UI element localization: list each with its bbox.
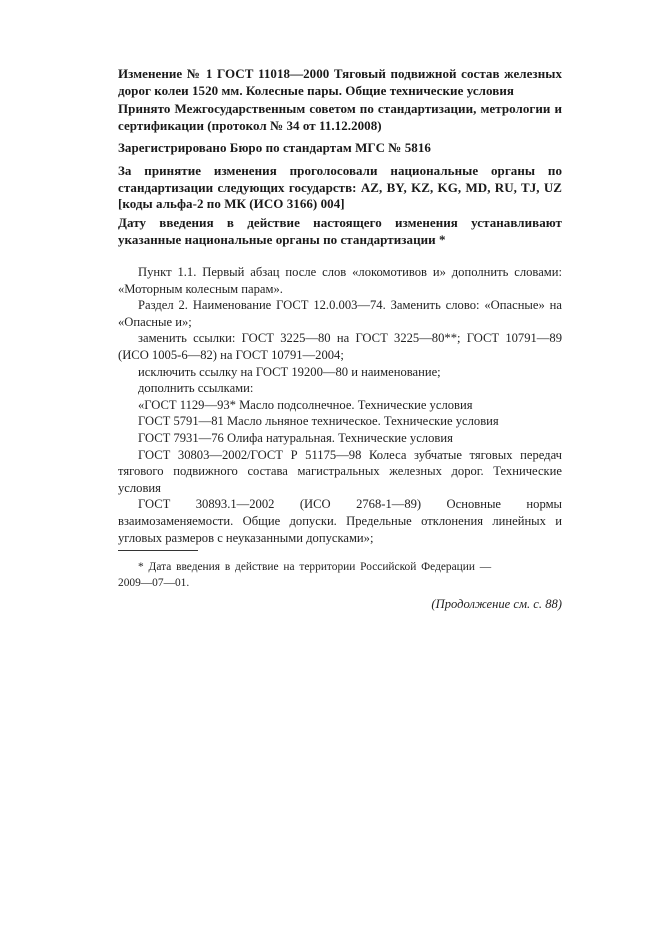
continuation-note: (Продолжение см. с. 88) [431, 597, 562, 611]
registration: Зарегистрировано Бюро по стандартам МГС № 5816 [118, 140, 431, 155]
effective-date: Дату введения в действие настоящего изменения устанавливают указанные национальные органы по стандартизации * [118, 215, 562, 247]
adopted-by: Принято Межгосударственным советом по стандартизации, метрологии и сертификации (протокол № 34 от 11.12.2008) [118, 101, 562, 133]
amendment-title: Изменение № 1 ГОСТ 11018—2000 Тяговый подвижной состав железных дорог колеи 1520 мм. Колесные пары. Общие технические условия [118, 66, 562, 98]
footnote-divider [118, 550, 198, 551]
body-paragraph: ГОСТ 5791—81 Масло льняное техническое. Технические условия [138, 414, 499, 429]
body-paragraph: Раздел 2. Наименование ГОСТ 12.0.003—74. Заменить слово: «Опасные» на «Опасные и»; [118, 298, 562, 329]
body-paragraph: ГОСТ 30803—2002/ГОСТ Р 51175—98 Колеса зубчатые тяговых передач тягового подвижного состава магистральных железных дорог. Технические условия [118, 447, 562, 495]
body-paragraph: заменить ссылки: ГОСТ 3225—80 на ГОСТ 3225—80**; ГОСТ 10791—89 (ИСО 1005-6—82) на ГОСТ 10791—2004; [118, 331, 562, 362]
body-paragraph: дополнить ссылками: [138, 381, 254, 396]
body-paragraph: Пункт 1.1. Первый абзац после слов «локомотивов и» дополнить словами: «Моторным колесным парам». [118, 265, 562, 296]
voted-for: За принятие изменения проголосовали национальные органы по стандартизации следующих государств: AZ, BY, KZ, KG, MD, RU, TJ, UZ [коды альфа-2 по МК (ИСО 3166) 004] [118, 163, 562, 211]
body-paragraph: ГОСТ 7931—76 Олифа натуральная. Технические условия [138, 430, 453, 445]
footnote [118, 559, 562, 591]
amendment-body [118, 264, 562, 546]
body-paragraph: исключить ссылку на ГОСТ 19200—80 и наименование; [138, 364, 441, 379]
body-paragraph: «ГОСТ 1129—93* Масло подсолнечное. Технические условия [138, 397, 473, 412]
footnote-line: 2009—07—01. [118, 577, 190, 589]
footnote-line: * Дата введения в действие на территории Российской Федерации — [138, 561, 492, 573]
body-paragraph: ГОСТ 30893.1—2002 (ИСО 2768-1—89) Основные нормы взаимозаменяемости. Общие допуски. Предельные отклонения линейных и угловых размеров с неуказанными допусками»; [118, 497, 562, 545]
